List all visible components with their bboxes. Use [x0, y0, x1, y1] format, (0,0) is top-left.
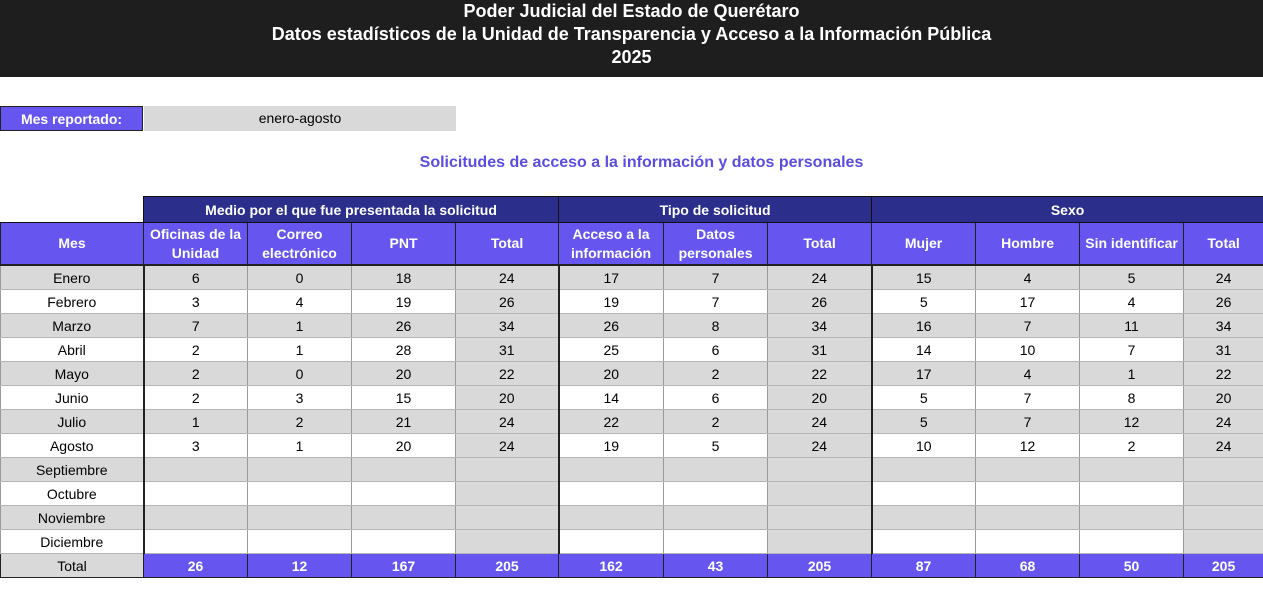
- total-cell-total-tipo: 205: [768, 554, 872, 578]
- table-body: [1, 265, 1263, 578]
- month-cell: Septiembre: [1, 458, 144, 482]
- month-cell: Noviembre: [1, 506, 144, 530]
- value-cell-total-sexo: 31: [1184, 338, 1263, 362]
- value-cell-sin-identificar: 8: [1080, 386, 1184, 410]
- value-cell-correo: 2: [248, 410, 352, 434]
- total-cell-acceso: 162: [559, 554, 664, 578]
- value-cell-acceso: 17: [559, 265, 664, 290]
- group-header-row: [1, 197, 1263, 223]
- value-cell-oficinas: 2: [144, 386, 248, 410]
- value-cell-pnt: 20: [352, 362, 456, 386]
- value-cell-total-tipo: 22: [768, 362, 872, 386]
- group-header-sexo: Sexo: [872, 197, 1263, 223]
- value-cell-hombre: 10: [976, 338, 1080, 362]
- value-cell-mujer: 15: [872, 265, 976, 290]
- column-header-row: [1, 223, 1263, 266]
- column-header-total-sexo: Total: [1184, 223, 1263, 266]
- value-cell-sin-identificar: [1080, 482, 1184, 506]
- total-cell-total-sexo: 205: [1184, 554, 1263, 578]
- value-cell-mujer: [872, 482, 976, 506]
- column-header-acceso: Acceso a la información: [559, 223, 664, 266]
- value-cell-hombre: [976, 482, 1080, 506]
- value-cell-sin-identificar: 2: [1080, 434, 1184, 458]
- header-title: Datos estadísticos de la Unidad de Transparencia y Acceso a la Información Pública: [271, 24, 992, 44]
- value-cell-total-medio: [456, 458, 559, 482]
- value-cell-total-medio: 26: [456, 290, 559, 314]
- month-cell: Febrero: [1, 290, 144, 314]
- month-cell: Junio: [1, 386, 144, 410]
- value-cell-acceso: 19: [559, 290, 664, 314]
- value-cell-total-tipo: 34: [768, 314, 872, 338]
- value-cell-correo: 1: [248, 338, 352, 362]
- value-cell-datos-personales: 7: [664, 290, 768, 314]
- value-cell-correo: 1: [248, 434, 352, 458]
- table-subtitle: Solicitudes de acceso a la información y datos personales: [419, 154, 864, 171]
- value-cell-mujer: 5: [872, 410, 976, 434]
- value-cell-total-sexo: 26: [1184, 290, 1263, 314]
- value-cell-total-sexo: 22: [1184, 362, 1263, 386]
- value-cell-mujer: 17: [872, 362, 976, 386]
- total-cell-oficinas: 26: [144, 554, 248, 578]
- value-cell-mujer: 5: [872, 386, 976, 410]
- column-header-sin-identificar: Sin identificar: [1080, 223, 1184, 266]
- value-cell-acceso: [559, 530, 664, 554]
- value-cell-total-medio: [456, 482, 559, 506]
- table-row: [1, 530, 1263, 554]
- value-cell-mujer: 14: [872, 338, 976, 362]
- value-cell-mujer: [872, 506, 976, 530]
- value-cell-oficinas: 1: [144, 410, 248, 434]
- total-cell-datos-personales: 43: [664, 554, 768, 578]
- total-row: [1, 554, 1263, 578]
- value-cell-oficinas: [144, 482, 248, 506]
- column-header-total-medio: Total: [456, 223, 559, 266]
- value-cell-total-medio: 34: [456, 314, 559, 338]
- value-cell-mujer: 10: [872, 434, 976, 458]
- value-cell-acceso: [559, 506, 664, 530]
- value-cell-total-medio: 24: [456, 434, 559, 458]
- month-cell: Mayo: [1, 362, 144, 386]
- value-cell-mujer: 5: [872, 290, 976, 314]
- table-row: [1, 314, 1263, 338]
- value-cell-hombre: 17: [976, 290, 1080, 314]
- value-cell-acceso: 20: [559, 362, 664, 386]
- mes-reportado-label: Mes reportado:: [0, 106, 143, 131]
- mes-reportado-value[interactable]: enero-agosto: [144, 106, 456, 131]
- header-year: 2025: [611, 47, 652, 67]
- value-cell-total-sexo: 24: [1184, 410, 1263, 434]
- value-cell-sin-identificar: 7: [1080, 338, 1184, 362]
- total-cell-total-medio: 205: [456, 554, 559, 578]
- value-cell-sin-identificar: [1080, 506, 1184, 530]
- month-cell: Octubre: [1, 482, 144, 506]
- value-cell-acceso: [559, 458, 664, 482]
- column-header-mujer: Mujer: [872, 223, 976, 266]
- table-row: [1, 290, 1263, 314]
- value-cell-pnt: 18: [352, 265, 456, 290]
- total-cell-correo: 12: [248, 554, 352, 578]
- value-cell-acceso: 22: [559, 410, 664, 434]
- value-cell-correo: 3: [248, 386, 352, 410]
- value-cell-datos-personales: [664, 482, 768, 506]
- value-cell-hombre: 4: [976, 265, 1080, 290]
- value-cell-total-tipo: [768, 530, 872, 554]
- table-row: [1, 410, 1263, 434]
- column-header-mes: Mes: [1, 223, 144, 266]
- value-cell-datos-personales: 6: [664, 338, 768, 362]
- value-cell-sin-identificar: 12: [1080, 410, 1184, 434]
- value-cell-acceso: 26: [559, 314, 664, 338]
- value-cell-correo: [248, 506, 352, 530]
- value-cell-oficinas: 6: [144, 265, 248, 290]
- value-cell-total-sexo: 34: [1184, 314, 1263, 338]
- value-cell-acceso: 14: [559, 386, 664, 410]
- value-cell-pnt: 15: [352, 386, 456, 410]
- value-cell-total-tipo: 24: [768, 265, 872, 290]
- value-cell-total-sexo: [1184, 482, 1263, 506]
- value-cell-datos-personales: [664, 506, 768, 530]
- value-cell-correo: [248, 482, 352, 506]
- value-cell-mujer: 16: [872, 314, 976, 338]
- value-cell-sin-identificar: 1: [1080, 362, 1184, 386]
- value-cell-hombre: 7: [976, 386, 1080, 410]
- value-cell-correo: 0: [248, 362, 352, 386]
- value-cell-total-tipo: [768, 482, 872, 506]
- value-cell-total-tipo: [768, 506, 872, 530]
- value-cell-total-tipo: [768, 458, 872, 482]
- value-cell-pnt: 28: [352, 338, 456, 362]
- month-cell: Enero: [1, 265, 144, 290]
- value-cell-sin-identificar: 5: [1080, 265, 1184, 290]
- value-cell-oficinas: 2: [144, 362, 248, 386]
- value-cell-mujer: [872, 458, 976, 482]
- group-header-tipo: Tipo de solicitud: [559, 197, 872, 223]
- value-cell-total-tipo: 24: [768, 434, 872, 458]
- value-cell-datos-personales: 5: [664, 434, 768, 458]
- table-row: [1, 482, 1263, 506]
- value-cell-oficinas: [144, 458, 248, 482]
- value-cell-total-tipo: 20: [768, 386, 872, 410]
- table-row: [1, 362, 1263, 386]
- value-cell-datos-personales: [664, 458, 768, 482]
- value-cell-oficinas: [144, 506, 248, 530]
- table-row: [1, 338, 1263, 362]
- group-header-blank: [1, 197, 144, 223]
- value-cell-pnt: [352, 458, 456, 482]
- total-cell-pnt: 167: [352, 554, 456, 578]
- value-cell-hombre: [976, 530, 1080, 554]
- value-cell-total-tipo: 24: [768, 410, 872, 434]
- value-cell-pnt: [352, 506, 456, 530]
- month-cell: Agosto: [1, 434, 144, 458]
- value-cell-total-medio: 24: [456, 410, 559, 434]
- total-cell-mujer: 87: [872, 554, 976, 578]
- value-cell-hombre: [976, 458, 1080, 482]
- value-cell-oficinas: 2: [144, 338, 248, 362]
- value-cell-total-sexo: 20: [1184, 386, 1263, 410]
- value-cell-total-sexo: [1184, 530, 1263, 554]
- value-cell-hombre: 7: [976, 410, 1080, 434]
- table-row: [1, 386, 1263, 410]
- month-cell: Marzo: [1, 314, 144, 338]
- value-cell-correo: [248, 458, 352, 482]
- value-cell-total-tipo: 26: [768, 290, 872, 314]
- value-cell-total-medio: 31: [456, 338, 559, 362]
- value-cell-acceso: 25: [559, 338, 664, 362]
- value-cell-datos-personales: 8: [664, 314, 768, 338]
- column-header-pnt: PNT: [352, 223, 456, 266]
- value-cell-correo: [248, 530, 352, 554]
- table-row: [1, 265, 1263, 290]
- value-cell-hombre: 12: [976, 434, 1080, 458]
- value-cell-datos-personales: 7: [664, 265, 768, 290]
- value-cell-datos-personales: 6: [664, 386, 768, 410]
- month-cell: Diciembre: [1, 530, 144, 554]
- value-cell-acceso: [559, 482, 664, 506]
- value-cell-pnt: 19: [352, 290, 456, 314]
- value-cell-oficinas: 7: [144, 314, 248, 338]
- value-cell-pnt: [352, 530, 456, 554]
- value-cell-hombre: 4: [976, 362, 1080, 386]
- total-cell-sin-identificar: 50: [1080, 554, 1184, 578]
- value-cell-total-medio: 20: [456, 386, 559, 410]
- value-cell-oficinas: 3: [144, 434, 248, 458]
- month-cell: Abril: [1, 338, 144, 362]
- total-label: Total: [1, 554, 144, 578]
- value-cell-sin-identificar: 4: [1080, 290, 1184, 314]
- group-header-medio: Medio por el que fue presentada la solicitud: [144, 197, 559, 223]
- value-cell-sin-identificar: [1080, 458, 1184, 482]
- value-cell-total-sexo: [1184, 506, 1263, 530]
- column-header-hombre: Hombre: [976, 223, 1080, 266]
- value-cell-total-sexo: 24: [1184, 434, 1263, 458]
- value-cell-pnt: 20: [352, 434, 456, 458]
- value-cell-total-medio: [456, 530, 559, 554]
- column-header-oficinas: Oficinas de la Unidad: [144, 223, 248, 266]
- value-cell-pnt: 26: [352, 314, 456, 338]
- column-header-total-tipo: Total: [768, 223, 872, 266]
- value-cell-total-medio: [456, 506, 559, 530]
- column-header-correo: Correo electrónico: [248, 223, 352, 266]
- month-cell: Julio: [1, 410, 144, 434]
- value-cell-total-sexo: [1184, 458, 1263, 482]
- total-cell-hombre: 68: [976, 554, 1080, 578]
- value-cell-pnt: [352, 482, 456, 506]
- table-row: [1, 434, 1263, 458]
- table-row: [1, 458, 1263, 482]
- value-cell-total-medio: 24: [456, 265, 559, 290]
- value-cell-correo: 1: [248, 314, 352, 338]
- value-cell-hombre: 7: [976, 314, 1080, 338]
- column-header-datos-personales: Datos personales: [664, 223, 768, 266]
- value-cell-hombre: [976, 506, 1080, 530]
- value-cell-total-medio: 22: [456, 362, 559, 386]
- value-cell-sin-identificar: [1080, 530, 1184, 554]
- value-cell-datos-personales: 2: [664, 362, 768, 386]
- value-cell-datos-personales: [664, 530, 768, 554]
- value-cell-sin-identificar: 11: [1080, 314, 1184, 338]
- value-cell-total-tipo: 31: [768, 338, 872, 362]
- table-row: [1, 506, 1263, 530]
- value-cell-correo: 0: [248, 265, 352, 290]
- value-cell-total-sexo: 24: [1184, 265, 1263, 290]
- value-cell-mujer: [872, 530, 976, 554]
- value-cell-oficinas: [144, 530, 248, 554]
- report-header: [0, 0, 1263, 77]
- value-cell-datos-personales: 2: [664, 410, 768, 434]
- header-institution: Poder Judicial del Estado de Querétaro: [463, 1, 800, 21]
- value-cell-correo: 4: [248, 290, 352, 314]
- value-cell-pnt: 21: [352, 410, 456, 434]
- value-cell-acceso: 19: [559, 434, 664, 458]
- statistics-table: [0, 196, 1263, 578]
- value-cell-oficinas: 3: [144, 290, 248, 314]
